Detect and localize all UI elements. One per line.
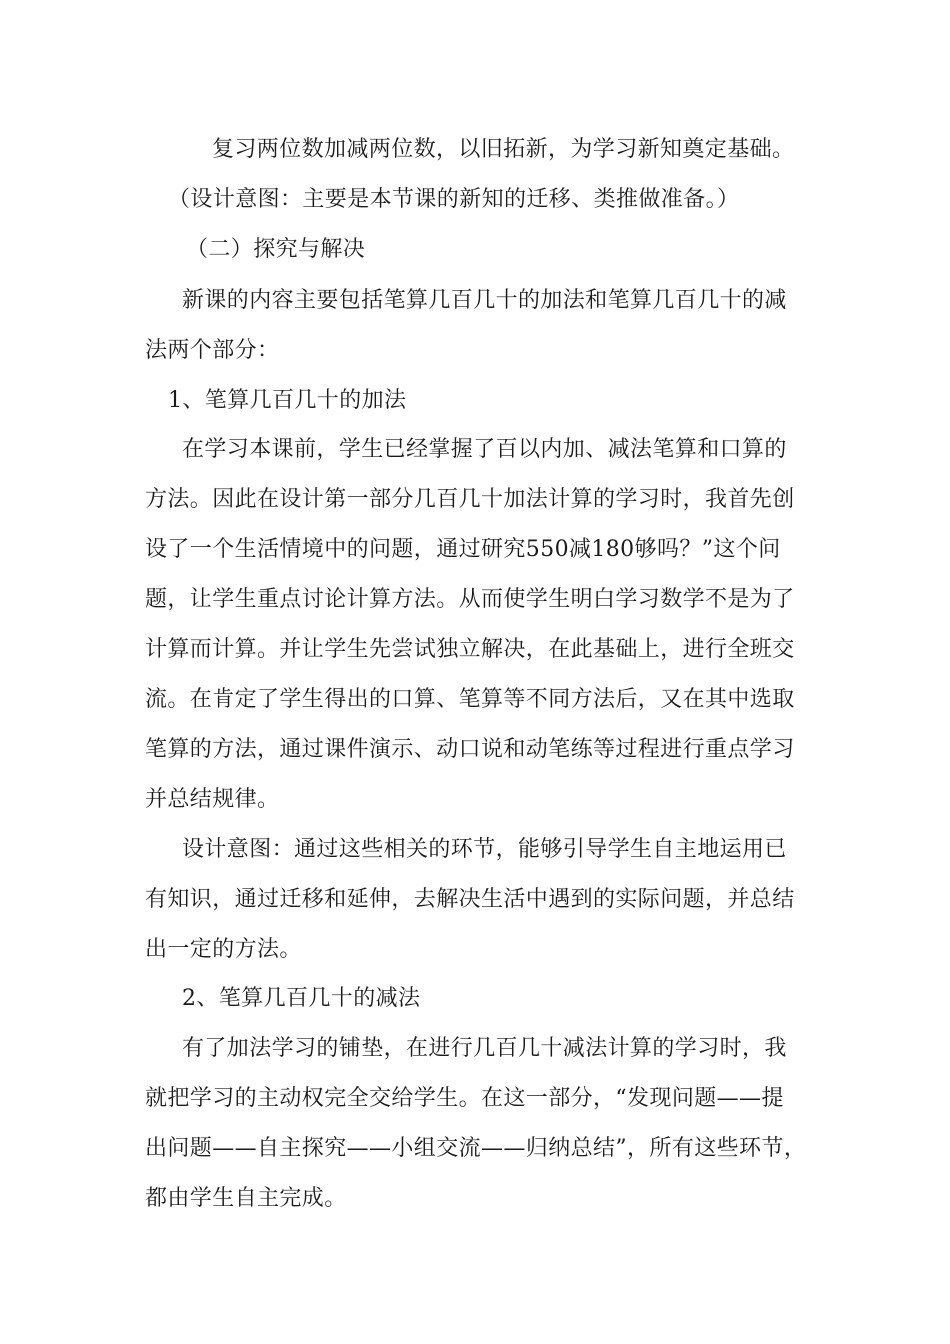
text-line-design-intent-1: （设计意图：主要是本节课的新知的迁移、类推做准备。） xyxy=(168,187,740,212)
text-line-addition-4: 题，让学生重点讨论计算方法。从而使学生明白学习数学不是为了 xyxy=(145,587,795,612)
text-line-subtraction-4: 都由学生自主完成。 xyxy=(145,1186,347,1211)
text-line-addition-6: 流。在肯定了学生得出的口算、笔算等不同方法后，又在其中选取 xyxy=(145,687,795,712)
text-line-addition-7: 笔算的方法，通过课件演示、动口说和动笔练等过程进行重点学习 xyxy=(145,737,795,762)
text-line-addition-8: 并总结规律。 xyxy=(145,787,280,812)
subheading-addition: 1、笔算几百几十的加法 xyxy=(168,388,407,413)
text-line-subtraction-3: 出问题——自主探究——小组交流——归纳总结”，所有这些环节， xyxy=(145,1136,807,1161)
text-line-new-lesson: 新课的内容主要包括笔算几百几十的加法和笔算几百几十的减 xyxy=(182,288,787,313)
text-line-addition-1: 在学习本课前，学生已经掌握了百以内加、减法笔算和口算的 xyxy=(182,437,787,462)
text-line-addition-2: 方法。因此在设计第一部分几百几十加法计算的学习时，我首先创 xyxy=(145,487,795,512)
text-line-addition-3: 设了一个生活情境中的问题，通过研究550减180够吗？”这个问 xyxy=(145,537,781,562)
section-heading-explore: （二）探究与解决 xyxy=(186,237,366,262)
text-line-two-parts: 法两个部分： xyxy=(145,338,280,363)
text-line-design-intent-4: 出一定的方法。 xyxy=(145,937,302,962)
text-line-subtraction-2: 就把学习的主动权完全交给学生。在这一部分，“发现问题——提 xyxy=(145,1086,784,1111)
subheading-subtraction: 2、笔算几百几十的减法 xyxy=(182,986,421,1011)
text-line-design-intent-3: 有知识，通过迁移和延伸，去解决生活中遇到的实际问题，并总结 xyxy=(145,887,795,912)
text-line-addition-5: 计算而计算。并让学生先尝试独立解决，在此基础上，进行全班交 xyxy=(145,637,795,662)
text-line-design-intent-2: 设计意图：通过这些相关的环节，能够引导学生自主地运用已 xyxy=(182,837,787,862)
text-line-review: 复习两位数加减两位数，以旧拓新，为学习新知奠定基础。 xyxy=(212,137,795,162)
text-line-subtraction-1: 有了加法学习的铺垫，在进行几百几十减法计算的学习时，我 xyxy=(182,1036,787,1061)
